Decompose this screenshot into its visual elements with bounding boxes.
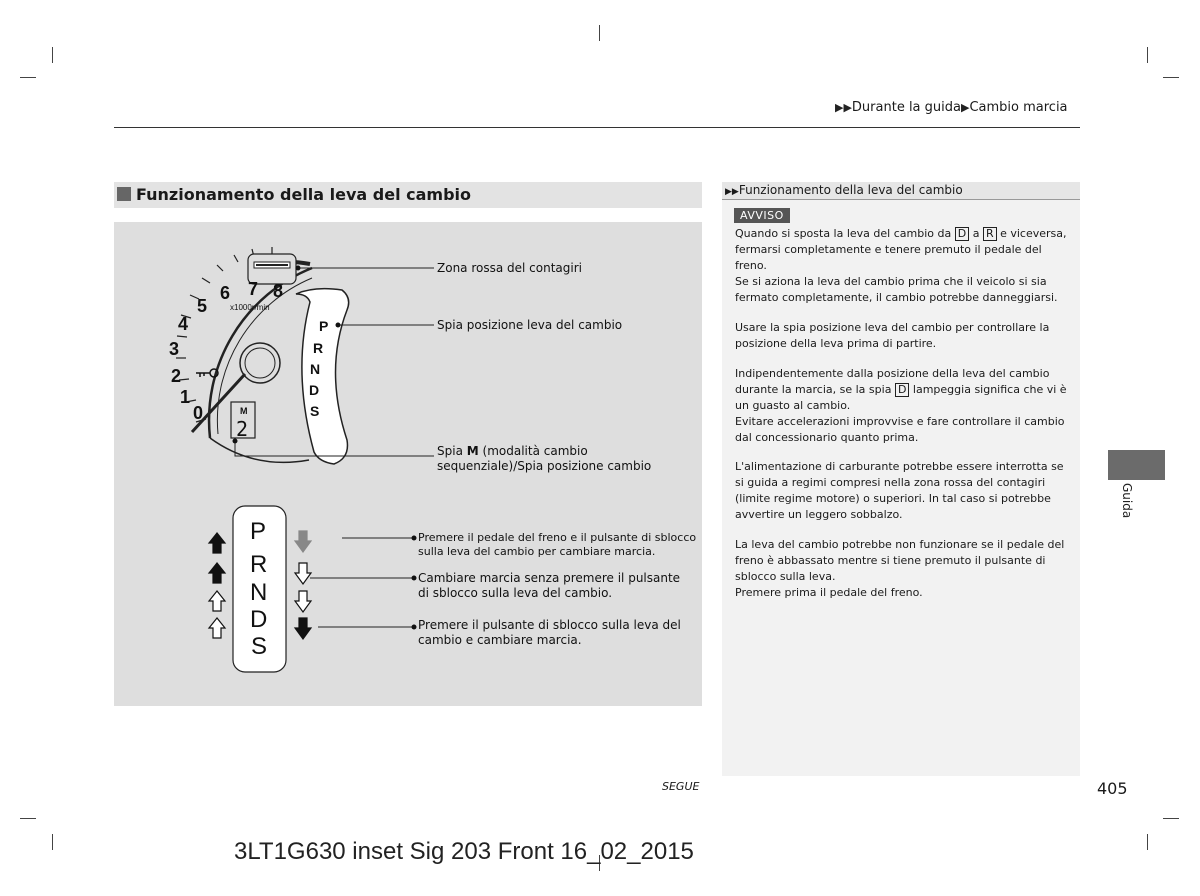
leader-dot: [336, 323, 341, 328]
gauge-number: 3: [169, 339, 180, 359]
gauge-number: 0: [193, 403, 204, 423]
callout-mode-line2: sequenziale)/Spia posizione cambio: [437, 459, 652, 473]
callout-red-zone: Zona rossa del contagiri: [437, 261, 582, 275]
gear-display-digit: 2: [236, 417, 249, 441]
crop-mark: [1163, 818, 1179, 819]
shift-indicator-letter: S: [310, 403, 320, 419]
shift-indicator-letter: D: [309, 382, 320, 398]
shift-indicator-letter: P: [319, 318, 329, 334]
callout-position-indicator: Spia posizione leva del cambio: [437, 318, 623, 332]
arrow-down-gray-icon: [295, 531, 311, 552]
gear-key-d: D: [955, 227, 969, 241]
shift-indicator-shape: [296, 289, 349, 464]
gauge-number: 7: [248, 279, 259, 299]
shift-lever-letter: S: [251, 633, 268, 660]
note-paragraph: La leva del cambio potrebbe non funzionare se il pedale del freno è abbassato mentre si tiene premuto il pulsante di sblocco sulla leva. Premere prima il pedale del freno.: [735, 538, 1065, 599]
callout-mode-indicator: [437, 444, 651, 474]
leader-dot: [412, 576, 417, 581]
continue-label: SEGUE: [662, 780, 700, 793]
note-paragraph: Indipendentemente dalla posizione della leva del cambio durante la marcia, se la spia D lampeggia significa che vi è un guasto al cambio. Evitare accelerazioni improvvise e fare controllare il cambio dal concessionario quanto prima.: [735, 367, 1067, 444]
shift-lever-letter: P: [250, 518, 267, 545]
arrow-down-filled-icon: [295, 618, 311, 639]
shift-lever-letter: R: [250, 551, 268, 578]
arrow-up-outline-icon: [209, 591, 225, 611]
arrow-icon: ▶: [960, 101, 970, 114]
crop-mark: [1147, 834, 1148, 850]
crop-mark: [599, 25, 600, 41]
header-rule: [114, 127, 1080, 128]
gear-key-r: R: [983, 227, 997, 241]
crop-mark: [1147, 47, 1148, 63]
callout-mode-line1: Spia M (modalità cambio: [437, 444, 588, 458]
leader-dot: [412, 536, 417, 541]
note-paragraph: Usare la spia posizione leva del cambio per controllare la posizione della leva prima di partire.: [735, 321, 1050, 350]
arrow-up-outline-icon: [209, 618, 225, 638]
chapter-tab[interactable]: [1108, 450, 1165, 480]
arrow-down-outline-icon: [295, 591, 311, 612]
crop-mark: [52, 834, 53, 850]
shift-lever-letter: D: [250, 606, 268, 633]
crop-mark: [20, 818, 36, 819]
gear-key-d: D: [895, 383, 909, 397]
page-number: 405: [1097, 779, 1128, 798]
warning-label: AVVISO: [734, 208, 790, 223]
gauge-unit: x1000r/min: [230, 303, 270, 312]
gauge-hub: [240, 343, 280, 383]
double-arrow-icon: ▶▶: [835, 101, 852, 114]
legend-free: Cambiare marcia senza premere il pulsante di sblocco sulla leva del cambio.: [418, 571, 681, 600]
gauge-number: 6: [220, 283, 231, 303]
shift-lever-letter: N: [250, 579, 268, 606]
arrow-up-filled-icon: [209, 563, 225, 583]
legend-release: Premere il pulsante di sblocco sulla leva del cambio e cambiare marcia.: [418, 618, 681, 647]
breadcrumb-item: Durante la guida: [851, 100, 961, 115]
gauge-number: 4: [178, 314, 189, 334]
double-arrow-icon: ▶▶: [725, 187, 739, 197]
section-square-icon: [117, 187, 131, 201]
crop-mark: [52, 47, 53, 63]
arrow-down-outline-icon: [295, 563, 311, 584]
leader-dot: [296, 266, 301, 271]
gauge-number: 1: [180, 387, 191, 407]
chapter-tab-label: Guida: [1120, 483, 1134, 519]
breadcrumb-item: Cambio marcia: [969, 100, 1068, 115]
arrow-up-filled-icon: [209, 533, 225, 553]
breadcrumb: [835, 100, 1068, 115]
crop-mark: [20, 77, 36, 78]
section-title: Funzionamento della leva del cambio: [136, 185, 472, 204]
gauge-number: 5: [197, 296, 208, 316]
note-paragraph: L'alimentazione di carburante potrebbe essere interrotta se si guida a regimi compresi nella zona rossa del contagiri (limite regime motore) o superiori. In tal caso si potrebbe avvertire un leggero sobbalzo.: [735, 460, 1064, 521]
sidebar-title: ▶▶Funzionamento della leva del cambio: [725, 183, 963, 197]
gear-display-mode: M: [240, 406, 248, 416]
gauge-number: 2: [171, 366, 182, 386]
note-paragraph: Quando si sposta la leva del cambio da D a R e viceversa, fermarsi completamente e tenere premuto il pedale del freno. Se si aziona la leva del cambio prima che il veicolo si sia fermato completamente, il cambio potrebbe danneggiarsi.: [735, 227, 1067, 304]
print-code: 3LT1G630 inset Sig 203 Front 16_02_2015: [234, 838, 694, 865]
shift-indicator-letter: N: [310, 361, 321, 377]
crop-mark: [1163, 77, 1179, 78]
leader-dot: [412, 625, 417, 630]
shift-indicator-letter: R: [313, 340, 324, 356]
legend-brake: Premere il pedale del freno e il pulsante di sblocco sulla leva del cambio per cambiare marcia.: [418, 531, 697, 558]
gauge-number: 8: [273, 281, 284, 301]
gauge-bottom-arc: [210, 438, 309, 462]
